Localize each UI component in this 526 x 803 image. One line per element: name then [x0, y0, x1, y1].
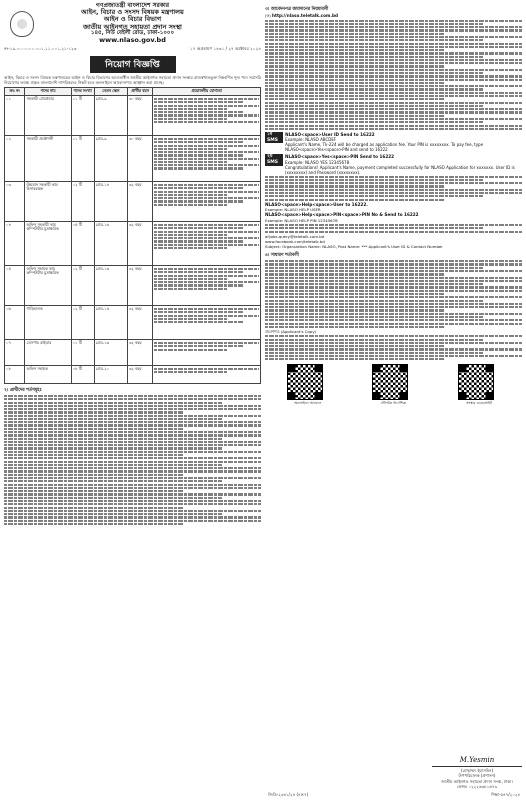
- sms2-example: Example: NLASO YES 12345678: [285, 159, 350, 165]
- column-header: পদের সংখ্যা: [71, 88, 94, 96]
- intro-paragraph: আইন, বিচার ও সংসদ বিষয়ক মন্ত্রণালয়ের আইন ও বিচার বিভাগের আওতাধীন জাতীয় আইনগত সহায়তা প্রদান সংস্থার রাজস্বখাতভুক্ত নিম্নবর্ণিত শূন্য পদে সরাসরি নিয়োগের লক্ষ্যে প্রকৃত বাংলাদেশি নাগরিকদের নিকট হতে অনলাইনে আবেদনপত্র আহ্বান করা যাচ্ছে।: [4, 75, 261, 86]
- cell-scale: গ্রেড-৯: [94, 135, 127, 181]
- cell-no: ০১: [5, 95, 25, 135]
- cell-post: উচ্চমান সহকারী কাম হিসাবরক্ষক: [25, 181, 71, 221]
- qr-caption: সংস্থার ওয়েবসাইট: [466, 401, 493, 406]
- table-row: [5, 95, 261, 135]
- memo-reference: [4, 46, 261, 53]
- sms-instructions: [265, 176, 522, 201]
- signature-image: M.Yesmin: [432, 756, 522, 767]
- organization-name: জাতীয় আইনগত সহায়তা প্রদান সংস্থা: [83, 22, 182, 31]
- qr-code-icon[interactable]: [372, 364, 408, 400]
- cell-qualification: [153, 135, 261, 181]
- cell-age: ৩০ বছর: [127, 135, 153, 181]
- table-header-row: [5, 88, 261, 96]
- qr-code-icon[interactable]: [287, 364, 323, 400]
- cell-no: ০৭: [5, 339, 25, 365]
- admit-card-note: প্রবেশপত্র (Applicant's Copy): [265, 329, 317, 335]
- contact-instructions: [265, 224, 522, 233]
- posts-table: [4, 87, 261, 384]
- cell-qualification: [153, 221, 261, 265]
- help-user-example: Example: NLASO HELP USER: [265, 207, 321, 213]
- help-pin-line: NLASO<space>Help<space>PIN<space>PIN No & Send to 16222: [265, 212, 419, 218]
- cell-count: ০১ টি: [71, 135, 94, 181]
- cell-no: ০২: [5, 135, 25, 181]
- cell-no: ০৩: [5, 181, 25, 221]
- signature-block: [432, 756, 522, 789]
- organization-address: ১৪৫, নিউ বেইলী রোড, ঢাকা-১০০০: [90, 29, 175, 36]
- sms1-reply: Applicant's Name, Tk-224 will be charged as application fee. Your PIN is xxxxxxxx. To pay fee, type NLASO<space>Yes<space>PIN and send to 16222: [285, 142, 484, 153]
- cell-count: ০২ টি: [71, 305, 94, 339]
- qr-code-strip: [265, 364, 522, 407]
- table-row: [5, 181, 261, 221]
- cell-age: ৩২ বছর: [127, 305, 153, 339]
- cell-age: ৩২ বছর: [127, 265, 153, 305]
- contact-email[interactable]: alljobs.query@teletalk.com.bd: [265, 233, 325, 239]
- apply-url-link[interactable]: http://nlaso.teletalk.com.bd: [272, 13, 338, 18]
- cell-qualification: [153, 365, 261, 383]
- cell-scale: গ্রেড-১৬: [94, 221, 127, 265]
- table-row: [5, 339, 261, 365]
- table-row: [5, 265, 261, 305]
- division-name: আইন ও বিচার বিভাগ: [103, 15, 162, 24]
- footer-code-left: জিডি-২৩৪১/২৪ (৪×৭): [268, 792, 309, 797]
- column-header: পদের নাম: [25, 88, 71, 96]
- cell-age: ৩২ বছর: [127, 181, 153, 221]
- cell-count: ০২ টি: [71, 181, 94, 221]
- memo-number: নং-১৯.০০.০০০০.০০১.১১.০০১.২১-১২৩: [4, 46, 77, 52]
- cell-no: ০৮: [5, 365, 25, 383]
- general-conditions-text: [265, 260, 522, 328]
- cell-scale: গ্রেড-১৬: [94, 265, 127, 305]
- memo-date: ১৭ অগ্রহায়ণ ১৪৩১ / ২৭ অক্টোবর ২০২৪: [190, 46, 261, 52]
- signatory-org: জাতীয় আইনগত সহায়তা প্রদান সংস্থা, ঢাকা।: [441, 778, 513, 784]
- table-row: [5, 305, 261, 339]
- sms2-block: [265, 154, 522, 174]
- qr-caption: অনলাইনে আবেদন: [294, 401, 322, 406]
- cell-scale: গ্রেড-১৬: [94, 339, 127, 365]
- qr-caption: টেলিটক নির্দেশিকা: [380, 401, 407, 406]
- left-column: [4, 3, 261, 526]
- sms2-reply: Congratulations! Applicant's Name, payment completed successfully for NLASO Application for xxxxxxx. User ID is (xxxxxxxx) and Password (xxxxxxxx).: [285, 164, 515, 175]
- application-heading: ৩। আবেদনপত্র জমাদানের নিয়মাবলী: [265, 7, 329, 12]
- government-logo-icon: [10, 11, 34, 37]
- column-header: প্রয়োজনীয় যোগ্যতা: [153, 88, 261, 96]
- cell-scale: গ্রেড-১৫: [94, 305, 127, 339]
- cell-no: ০৫: [5, 265, 25, 305]
- sms1-example: Example: NLASO ABCDEF: [285, 137, 337, 143]
- cell-count: ০৮ টি: [71, 365, 94, 383]
- cell-age: ৩২ বছর: [127, 221, 153, 265]
- column-header: প্রার্থীর বয়স: [127, 88, 153, 96]
- subject-hint: Subject: Organization Name: NLASO, Post Name: *** Applicant's User ID & Contact Number: [265, 244, 443, 250]
- table-row: [5, 221, 261, 265]
- cell-post: সহকারী প্রোগ্রামার: [25, 95, 71, 135]
- cell-scale: গ্রেড-১৪: [94, 181, 127, 221]
- cell-qualification: [153, 265, 261, 305]
- cell-post: অফিস সহায়ক কাম কম্পিউটার মুদ্রাক্ষরিক: [25, 265, 71, 305]
- cell-scale: গ্রেড-৯: [94, 95, 127, 135]
- signatory-name: (মোছাম্মৎ ইয়াসমিন): [460, 768, 494, 774]
- general-conditions-heading: ৪। সাধারণ শর্তাবলী: [265, 253, 299, 259]
- cell-post: অফিস সহায়ক: [25, 365, 71, 383]
- cell-count: ০১ টি: [71, 95, 94, 135]
- column-header: ক্রঃ নং: [5, 88, 25, 96]
- organization-website: www.nlaso.gov.bd: [99, 35, 166, 44]
- cell-no: ০৬: [5, 305, 25, 339]
- signatory-designation: উপপরিচালক (প্রশাসন): [458, 773, 496, 779]
- cell-qualification: [153, 305, 261, 339]
- cell-count: ০১ টি: [71, 339, 94, 365]
- apply-url-line: (ক) http://nlaso.teletalk.com.bd: [265, 13, 338, 18]
- notice-title: নিয়োগ বিজ্ঞপ্তি: [90, 56, 176, 73]
- cell-post: অফিস সহকারী কাম কম্পিউটার মুদ্রাক্ষরিক: [25, 221, 71, 265]
- cell-post: সহকারী প্রকৌশলী: [25, 135, 71, 181]
- table-row: [5, 135, 261, 181]
- right-column: [265, 3, 522, 407]
- ministry-name: আইন, বিচার ও সংসদ বিষয়ক মন্ত্রণালয়: [81, 8, 184, 17]
- help-pin-example: Example: NLASO HELP PIN 12345678: [265, 217, 338, 223]
- government-name: গণপ্রজাতন্ত্রী বাংলাদেশ সরকার: [95, 2, 170, 9]
- qr-code-icon[interactable]: [458, 364, 494, 400]
- table-row: [5, 365, 261, 383]
- conditions-text: [4, 395, 261, 525]
- sms2-text: NLASO<space>Yes<space>PIN Send to 16222: [285, 154, 395, 160]
- cell-scale: গ্রেড-২০: [94, 365, 127, 383]
- cell-no: ০৪: [5, 221, 25, 265]
- sms2-label: ২য় SMS: [265, 154, 283, 165]
- sms1-text: NLASO<space>User ID Send to 16222: [285, 132, 375, 138]
- cell-post: ডেসপাচ রাইডার: [25, 339, 71, 365]
- cell-count: ০৫ টি: [71, 221, 94, 265]
- cell-age: ৩২ বছর: [127, 339, 153, 365]
- general-conditions-text-2: [265, 335, 522, 360]
- cell-age: ৩০ বছর: [127, 95, 153, 135]
- cell-count: ০২ টি: [71, 265, 94, 305]
- signatory-phone: ফোনঃ ০২২২৩৩৮১৬৭৯: [456, 783, 498, 789]
- footer-code-right: শিক্ষা-৫৪৭/২০২৪: [491, 792, 520, 797]
- sms1-label: ১ম SMS: [265, 132, 283, 143]
- sms1-block: [265, 132, 522, 152]
- cell-age: ৩২ বছর: [127, 365, 153, 383]
- cell-qualification: [153, 339, 261, 365]
- application-instructions: [265, 20, 522, 130]
- column-header: বেতন স্কেল: [94, 88, 127, 96]
- cell-qualification: [153, 181, 261, 221]
- cell-qualification: [153, 95, 261, 135]
- facebook-link[interactable]: www.facebook.com/teletalk.bd: [265, 238, 325, 244]
- help-user-line: NLASO<space>Help<space>User to 16222.: [265, 201, 368, 207]
- conditions-heading: ২। প্রার্থীদের শর্তসমূহঃ: [4, 387, 42, 393]
- cell-post: গাড়িচালক: [25, 305, 71, 339]
- notice-header: [4, 3, 261, 43]
